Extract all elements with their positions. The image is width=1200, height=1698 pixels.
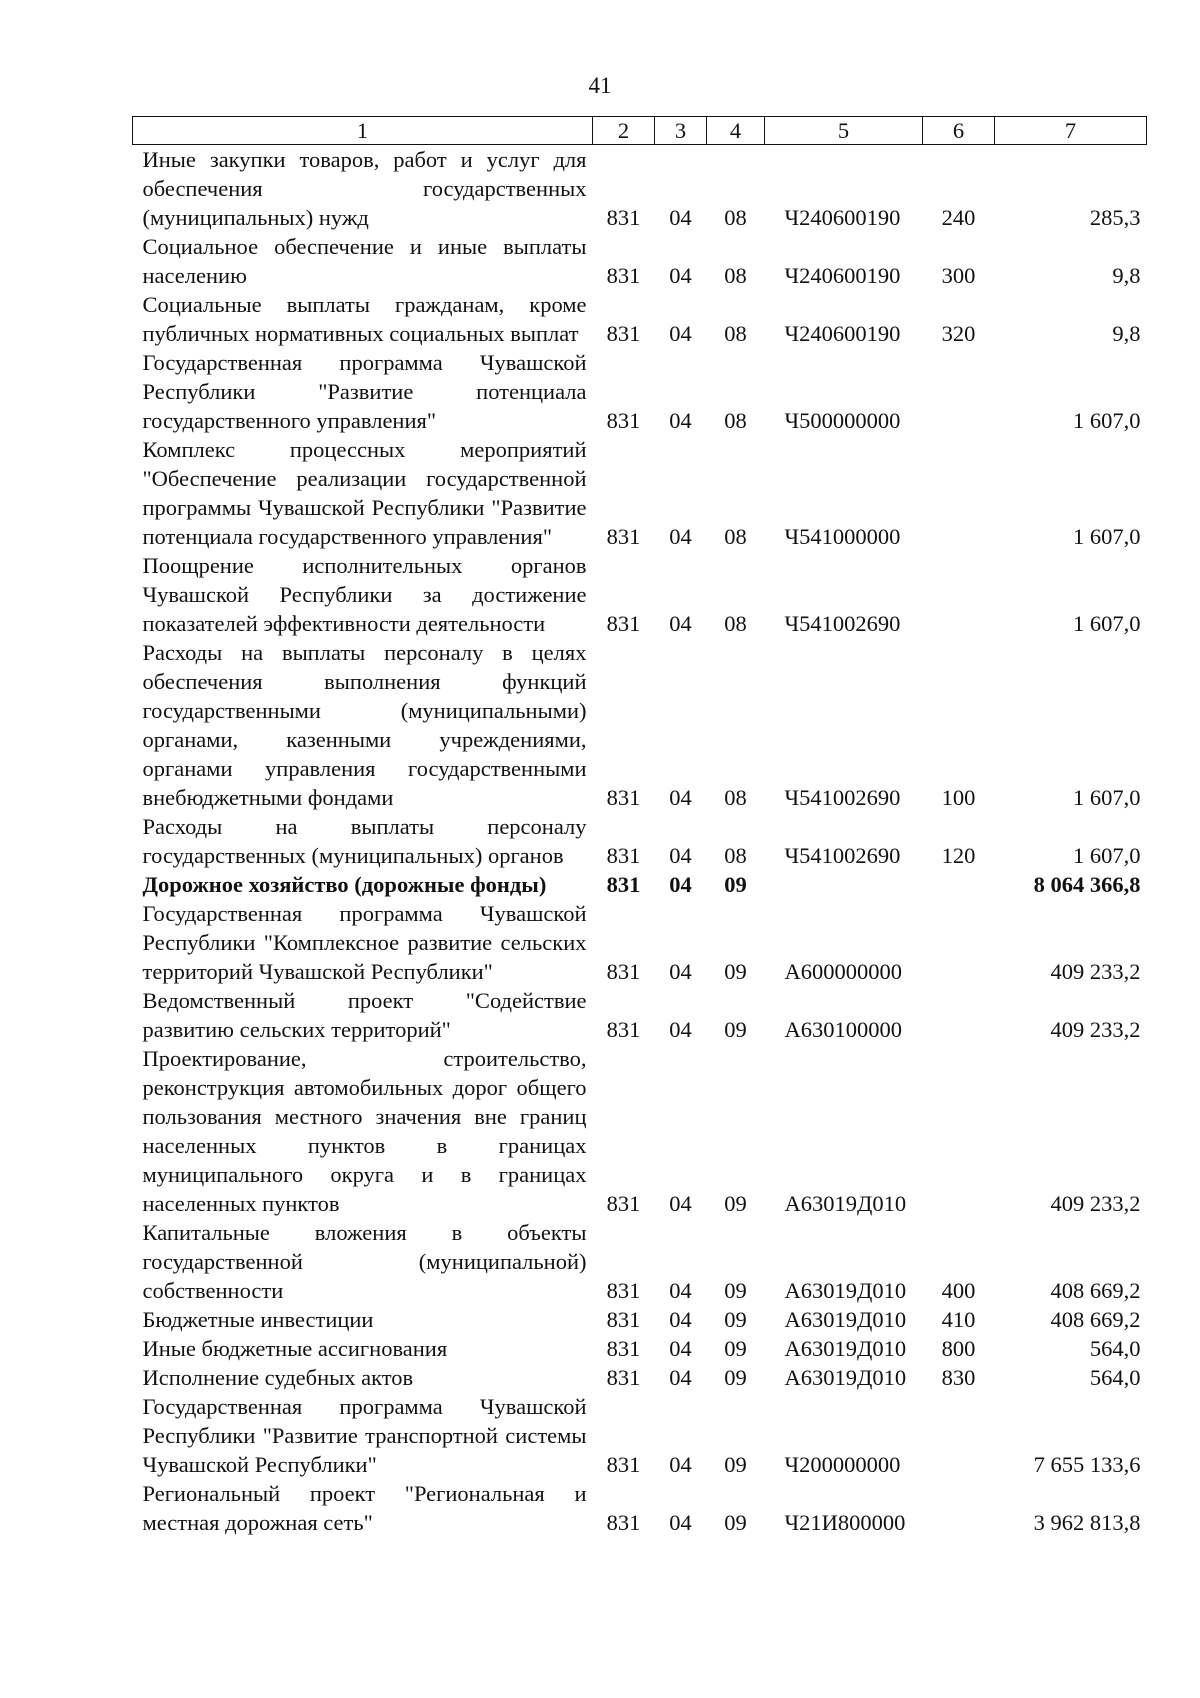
table-row — [133, 145, 1147, 233]
row-ministry-code: 831 — [606, 1278, 641, 1303]
row-expense-type — [923, 1392, 995, 1479]
row-target-article: Ч500000000 — [784, 408, 901, 433]
row-section: 04 — [669, 263, 692, 288]
row-section: 04 — [669, 1336, 692, 1361]
row-amount: 408 669,2 — [1050, 1307, 1141, 1332]
row-amount: 1 607,0 — [1073, 524, 1141, 549]
table-header — [133, 117, 1147, 145]
row-amount: 564,0 — [1089, 1365, 1141, 1390]
row-target-article: А630100000 — [784, 1017, 902, 1042]
row-amount: 7 655 133,6 — [1033, 1452, 1141, 1477]
row-target-article: Ч240600190 — [784, 263, 901, 288]
row-expense-type: 320 — [941, 321, 976, 346]
row-name: Расходы на выплаты персоналу в целях обеспечения выполнения функций государственными (муниципальными) органами, казенными учреждениями, органами управления государственными внебюджетными фондами — [142, 640, 587, 810]
row-subsection: 09 — [724, 1336, 747, 1361]
row-amount: 1 607,0 — [1073, 611, 1141, 636]
row-ministry-code: 831 — [606, 611, 641, 636]
row-expense-type: 800 — [941, 1336, 976, 1361]
row-subsection: 09 — [724, 872, 747, 897]
table-row — [133, 812, 1147, 870]
row-section: 04 — [669, 321, 692, 346]
row-amount: 409 233,2 — [1050, 1191, 1141, 1216]
row-target-article: Ч541000000 — [784, 524, 901, 549]
table-body — [133, 145, 1147, 1538]
row-ministry-code: 831 — [606, 843, 641, 868]
row-ministry-code: 831 — [606, 1017, 641, 1042]
row-name: Иные закупки товаров, работ и услуг для обеспечения государственных (муниципальных) нужд — [142, 147, 587, 230]
row-amount: 8 064 366,8 — [1033, 872, 1141, 897]
row-name: Расходы на выплаты персоналу государственных (муниципальных) органов — [142, 814, 587, 868]
row-amount: 285,3 — [1089, 205, 1141, 230]
row-subsection: 08 — [724, 524, 747, 549]
row-name: Региональный проект "Региональная и местная дорожная сеть" — [142, 1481, 587, 1535]
header-col-4: 4 — [707, 117, 765, 145]
row-amount: 1 607,0 — [1073, 843, 1141, 868]
row-subsection: 08 — [724, 785, 747, 810]
row-target-article: Ч21И800000 — [784, 1510, 906, 1535]
row-section: 04 — [669, 524, 692, 549]
table-row — [133, 870, 1147, 899]
row-ministry-code: 831 — [606, 1191, 641, 1216]
row-name: Проектирование, строительство, реконструкция автомобильных дорог общего пользования местного значения вне границ населенных пунктов в границах муниципального округа и в границах населенных пунктов — [142, 1046, 587, 1216]
row-section: 04 — [669, 872, 692, 897]
row-target-article — [765, 870, 923, 899]
row-name: Иные бюджетные ассигнования — [142, 1336, 448, 1361]
row-expense-type: 240 — [941, 205, 976, 230]
row-subsection: 08 — [724, 321, 747, 346]
row-expense-type — [923, 870, 995, 899]
row-expense-type: 830 — [941, 1365, 976, 1390]
row-ministry-code: 831 — [606, 1452, 641, 1477]
row-target-article: А63019Д010 — [784, 1307, 907, 1332]
row-name: Государственная программа Чувашской Республики "Комплексное развитие сельских территорий Чувашской Республики" — [142, 901, 587, 984]
row-section: 04 — [669, 1452, 692, 1477]
row-expense-type: 410 — [941, 1307, 976, 1332]
table-row — [133, 1392, 1147, 1479]
row-name: Ведомственный проект "Содействие развитию сельских территорий" — [142, 988, 587, 1042]
row-ministry-code: 831 — [606, 321, 641, 346]
header-col-5: 5 — [765, 117, 923, 145]
row-target-article: Ч240600190 — [784, 321, 901, 346]
row-name: Дорожное хозяйство (дорожные фонды) — [142, 872, 547, 897]
row-subsection: 08 — [724, 611, 747, 636]
row-ministry-code: 831 — [606, 959, 641, 984]
row-subsection: 09 — [724, 1452, 747, 1477]
header-col-2: 2 — [593, 117, 655, 145]
row-section: 04 — [669, 1191, 692, 1216]
row-target-article: Ч541002690 — [784, 785, 901, 810]
row-ministry-code: 831 — [606, 1336, 641, 1361]
row-amount: 409 233,2 — [1050, 1017, 1141, 1042]
row-ministry-code: 831 — [606, 872, 641, 897]
row-target-article: А63019Д010 — [784, 1365, 907, 1390]
row-subsection: 09 — [724, 1365, 747, 1390]
row-name: Государственная программа Чувашской Республики "Развитие транспортной системы Чувашской Республики" — [142, 1394, 587, 1477]
row-amount: 3 962 813,8 — [1033, 1510, 1141, 1535]
row-expense-type: 400 — [941, 1278, 976, 1303]
row-section: 04 — [669, 843, 692, 868]
row-subsection: 09 — [724, 959, 747, 984]
row-section: 04 — [669, 408, 692, 433]
row-amount: 9,8 — [1112, 263, 1141, 288]
row-target-article: А63019Д010 — [784, 1191, 907, 1216]
row-section: 04 — [669, 1017, 692, 1042]
table-row — [133, 1479, 1147, 1537]
row-subsection: 09 — [724, 1510, 747, 1535]
row-ministry-code: 831 — [606, 263, 641, 288]
table-row — [133, 638, 1147, 812]
row-subsection: 08 — [724, 408, 747, 433]
row-ministry-code: 831 — [606, 205, 641, 230]
table-row — [133, 348, 1147, 435]
row-subsection: 08 — [724, 843, 747, 868]
row-target-article: Ч200000000 — [784, 1452, 901, 1477]
row-amount: 408 669,2 — [1050, 1278, 1141, 1303]
row-name: Государственная программа Чувашской Республики "Развитие потенциала государственного управления" — [142, 350, 587, 433]
table-row — [133, 1363, 1147, 1392]
header-col-7: 7 — [995, 117, 1147, 145]
row-expense-type: 300 — [941, 263, 976, 288]
row-amount: 564,0 — [1089, 1336, 1141, 1361]
table-row — [133, 232, 1147, 290]
row-subsection: 08 — [724, 263, 747, 288]
row-ministry-code: 831 — [606, 408, 641, 433]
row-subsection: 09 — [724, 1191, 747, 1216]
row-name: Социальные выплаты гражданам, кроме публичных нормативных социальных выплат — [142, 292, 587, 346]
row-name: Капитальные вложения в объекты государственной (муниципальной) собственности — [142, 1220, 587, 1303]
row-name: Бюджетные инвестиции — [142, 1307, 374, 1332]
row-expense-type — [923, 435, 995, 551]
row-target-article: Ч240600190 — [784, 205, 901, 230]
row-expense-type — [923, 1479, 995, 1537]
table-row — [133, 290, 1147, 348]
table-row — [133, 1334, 1147, 1363]
header-row — [133, 117, 1147, 145]
row-expense-type — [923, 986, 995, 1044]
row-ministry-code: 831 — [606, 524, 641, 549]
row-expense-type: 120 — [941, 843, 976, 868]
row-amount: 409 233,2 — [1050, 959, 1141, 984]
row-ministry-code: 831 — [606, 785, 641, 810]
row-section: 04 — [669, 1278, 692, 1303]
header-col-1: 1 — [133, 117, 593, 145]
row-section: 04 — [669, 959, 692, 984]
row-name: Комплекс процессных мероприятий "Обеспечение реализации государственной программы Чувашской Республики "Развитие потенциала государственного управления" — [142, 437, 587, 549]
table-row — [133, 551, 1147, 638]
row-expense-type — [923, 1044, 995, 1218]
table-row — [133, 1218, 1147, 1305]
row-section: 04 — [669, 1510, 692, 1535]
table-row — [133, 899, 1147, 986]
row-target-article: А600000000 — [784, 959, 902, 984]
table-row — [133, 1044, 1147, 1218]
table-row — [133, 986, 1147, 1044]
budget-table — [132, 116, 1147, 1537]
row-ministry-code: 831 — [606, 1365, 641, 1390]
row-section: 04 — [669, 611, 692, 636]
header-col-3: 3 — [655, 117, 707, 145]
row-target-article: А63019Д010 — [784, 1336, 907, 1361]
row-name: Социальное обеспечение и иные выплаты населению — [142, 234, 587, 288]
row-name: Исполнение судебных актов — [142, 1365, 414, 1390]
row-ministry-code: 831 — [606, 1510, 641, 1535]
row-expense-type — [923, 899, 995, 986]
row-subsection: 09 — [724, 1017, 747, 1042]
row-subsection: 09 — [724, 1307, 747, 1332]
table-row — [133, 435, 1147, 551]
row-subsection: 08 — [724, 205, 747, 230]
row-section: 04 — [669, 1365, 692, 1390]
row-subsection: 09 — [724, 1278, 747, 1303]
row-name: Поощрение исполнительных органов Чувашской Республики за достижение показателей эффективности деятельности — [142, 553, 587, 636]
table-row — [133, 1305, 1147, 1334]
row-section: 04 — [669, 205, 692, 230]
row-section: 04 — [669, 1307, 692, 1332]
row-target-article: Ч541002690 — [784, 611, 901, 636]
row-amount: 1 607,0 — [1073, 785, 1141, 810]
row-target-article: Ч541002690 — [784, 843, 901, 868]
row-target-article: А63019Д010 — [784, 1278, 907, 1303]
header-col-6: 6 — [923, 117, 995, 145]
page-number: 41 — [588, 73, 612, 98]
row-ministry-code: 831 — [606, 1307, 641, 1332]
row-expense-type — [923, 551, 995, 638]
row-expense-type — [923, 348, 995, 435]
row-amount: 9,8 — [1112, 321, 1141, 346]
row-amount: 1 607,0 — [1073, 408, 1141, 433]
row-section: 04 — [669, 785, 692, 810]
row-expense-type: 100 — [941, 785, 976, 810]
